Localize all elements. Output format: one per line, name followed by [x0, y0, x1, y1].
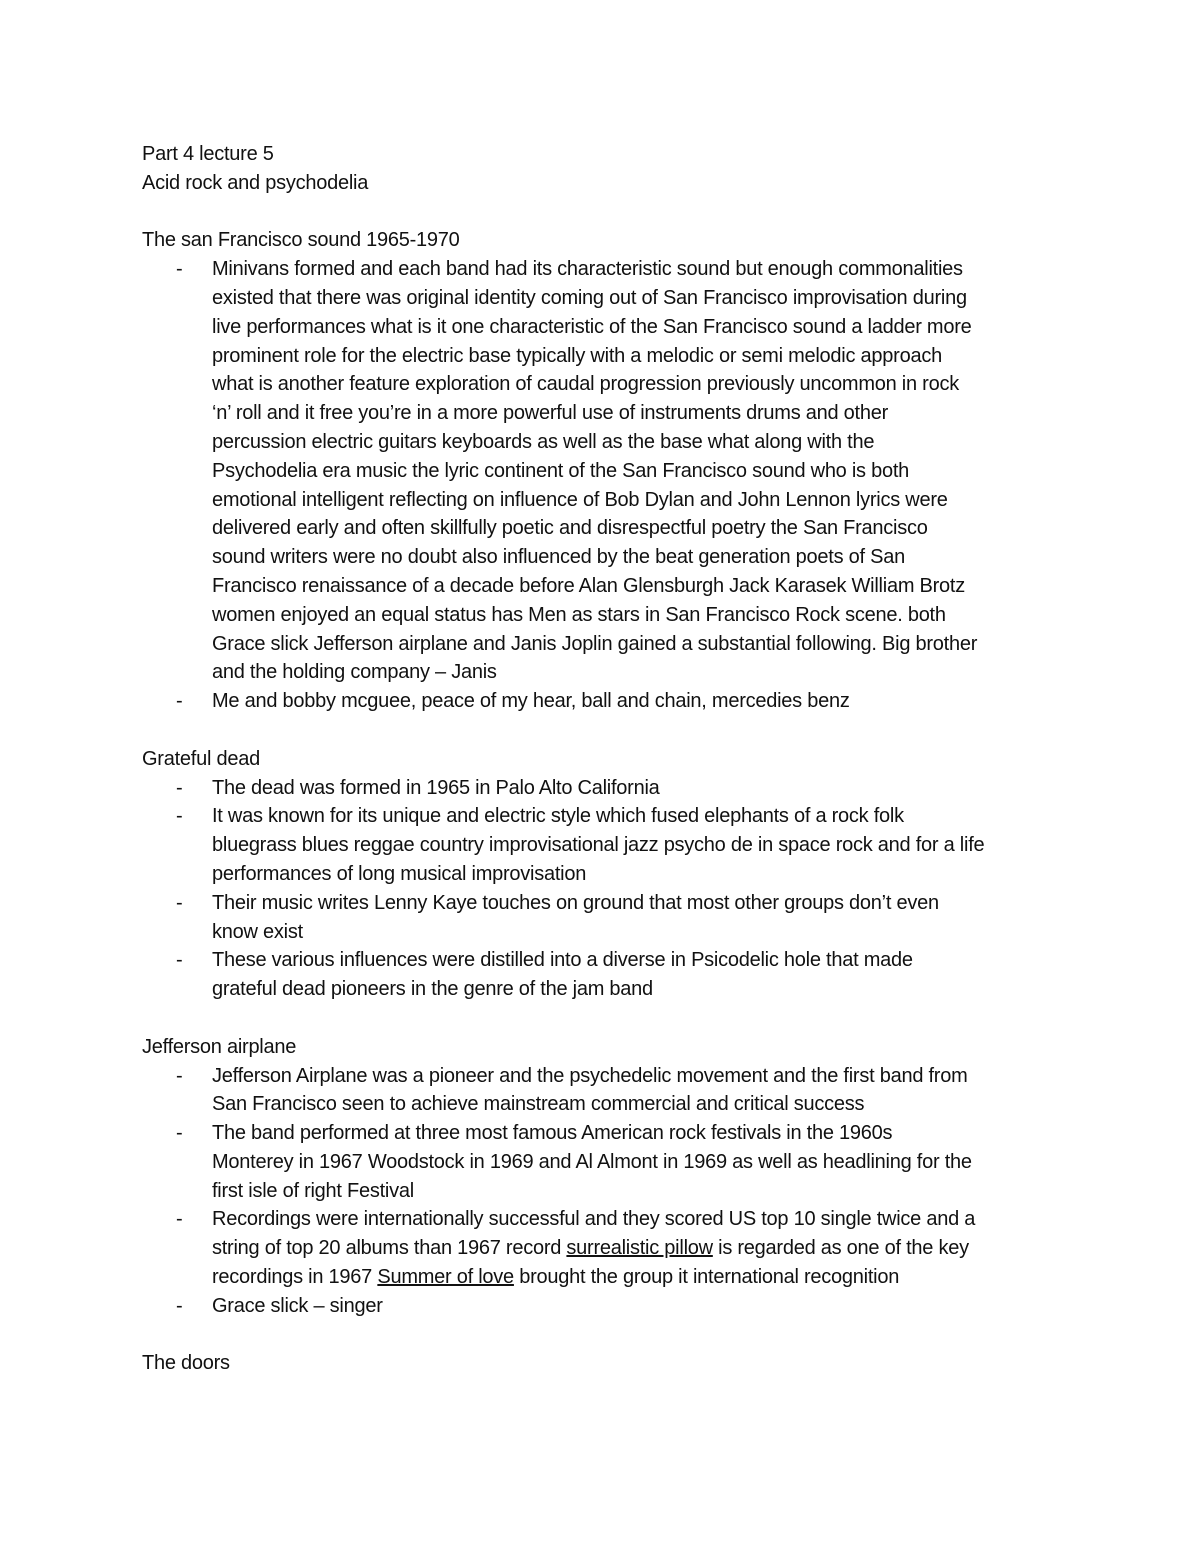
section	[142, 745, 1072, 1004]
list-item	[142, 1062, 1072, 1120]
bullet-dash: -	[176, 891, 183, 914]
text-line: sound writers were no doubt also influenced by the beat generation poets of San	[212, 546, 905, 569]
text-line: percussion electric guitars keyboards as well as the base what along with the	[212, 430, 875, 453]
list-item	[142, 774, 1072, 803]
section	[142, 1349, 1072, 1378]
section-heading: Grateful dead	[142, 747, 260, 770]
text-line: live performances what is it one characteristic of the San Francisco sound a ladder more	[212, 315, 972, 338]
document-body	[142, 226, 1072, 1378]
list-item	[142, 1292, 1072, 1321]
text-line: Grace slick – singer	[212, 1294, 383, 1317]
text-line	[212, 1263, 1072, 1292]
text-line: Me and bobby mcguee, peace of my hear, ball and chain, mercedies benz	[212, 690, 850, 713]
bullet-dash: -	[176, 1294, 183, 1317]
section-heading: The san Francisco sound 1965-1970	[142, 229, 460, 252]
bullet-list	[142, 774, 1072, 1004]
text-line: Francisco renaissance of a decade before Alan Glensburgh Jack Karasek William Brotz	[212, 574, 965, 597]
page-title: Part 4 lecture 5	[142, 143, 274, 165]
text-line: existed that there was original identity coming out of San Francisco improvisation during	[212, 286, 967, 309]
text-line: and the holding company – Janis	[212, 661, 497, 684]
text-line: Monterey in 1967 Woodstock in 1969 and Al Almont in 1969 as well as headlining for the	[212, 1150, 972, 1173]
text-line: first isle of right Festival	[212, 1179, 414, 1202]
text-line: grateful dead pioneers in the genre of the jam band	[212, 978, 653, 1001]
list-item	[142, 687, 1072, 716]
text-line: prominent role for the electric base typically with a melodic or semi melodic approach	[212, 344, 942, 367]
text-line: The dead was formed in 1965 in Palo Alto California	[212, 776, 660, 799]
list-item	[142, 946, 1072, 1004]
bullet-dash: -	[176, 1122, 183, 1145]
list-item	[142, 889, 1072, 947]
text-segment: is regarded as one of the key	[712, 1237, 969, 1260]
list-item	[142, 1119, 1072, 1205]
page-subtitle: Acid rock and psychodelia	[142, 171, 369, 194]
text-line	[212, 1205, 1072, 1234]
text-line: women enjoyed an equal status has Men as stars in San Francisco Rock scene. both	[212, 603, 946, 626]
section-heading: The doors	[142, 1352, 230, 1375]
bullet-list	[142, 1062, 1072, 1321]
text-line: bluegrass blues reggae country improvisational jazz psycho de in space rock and for a life	[212, 834, 985, 857]
text-line: Their music writes Lenny Kaye touches on ground that most other groups don’t even	[212, 891, 939, 914]
text-line	[212, 1234, 1072, 1263]
underlined-title: Summer of love	[377, 1266, 514, 1289]
bullet-dash: -	[176, 690, 183, 713]
bullet-dash: -	[176, 805, 183, 828]
section	[142, 226, 1072, 716]
bullet-dash: -	[176, 776, 183, 799]
text-line: Minivans formed and each band had its characteristic sound but enough commonalities	[212, 258, 963, 281]
text-line: Jefferson Airplane was a pioneer and the psychedelic movement and the first band from	[212, 1064, 968, 1087]
underlined-title: surrealistic pillow	[566, 1237, 713, 1260]
text-line: what is another feature exploration of caudal progression previously uncommon in rock	[212, 373, 959, 396]
text-line: The band performed at three most famous American rock festivals in the 1960s	[212, 1122, 893, 1145]
section-heading: Jefferson airplane	[142, 1035, 297, 1058]
text-line: delivered early and often skillfully poetic and disrespectful poetry the San Francisco	[212, 517, 928, 540]
text-line: Grace slick Jefferson airplane and Janis Joplin gained a substantial following. Big brother	[212, 632, 978, 655]
text-segment: string of top 20 albums than 1967 record	[212, 1237, 567, 1260]
text-line: San Francisco seen to achieve mainstream commercial and critical success	[212, 1093, 865, 1116]
text-line: emotional intelligent reflecting on influence of Bob Dylan and John Lennon lyrics were	[212, 488, 948, 511]
text-segment: Recordings were internationally successful and they scored US top 10 single twice and a	[212, 1208, 976, 1231]
bullet-dash: -	[176, 1064, 183, 1087]
text-segment: recordings in 1967	[212, 1266, 378, 1289]
text-line: ‘n’ roll and it free you’re in a more powerful use of instruments drums and other	[212, 402, 889, 425]
bullet-dash: -	[176, 258, 183, 281]
list-item	[142, 802, 1072, 888]
bullet-dash: -	[176, 1208, 183, 1231]
bullet-dash: -	[176, 949, 183, 972]
section	[142, 1033, 1072, 1321]
text-segment: brought the group it international recognition	[513, 1266, 900, 1289]
text-line: Psychodelia era music the lyric continent of the San Francisco sound who is both	[212, 459, 910, 482]
text-line: performances of long musical improvisation	[212, 862, 587, 885]
text-line: It was known for its unique and electric style which fused elephants of a rock folk	[212, 805, 904, 828]
list-item	[142, 1205, 1072, 1291]
document-page	[142, 140, 1072, 1378]
bullet-list	[142, 255, 1072, 716]
text-line: know exist	[212, 920, 303, 943]
text-line: These various influences were distilled into a diverse in Psicodelic hole that made	[212, 949, 913, 972]
list-item	[142, 255, 1072, 687]
